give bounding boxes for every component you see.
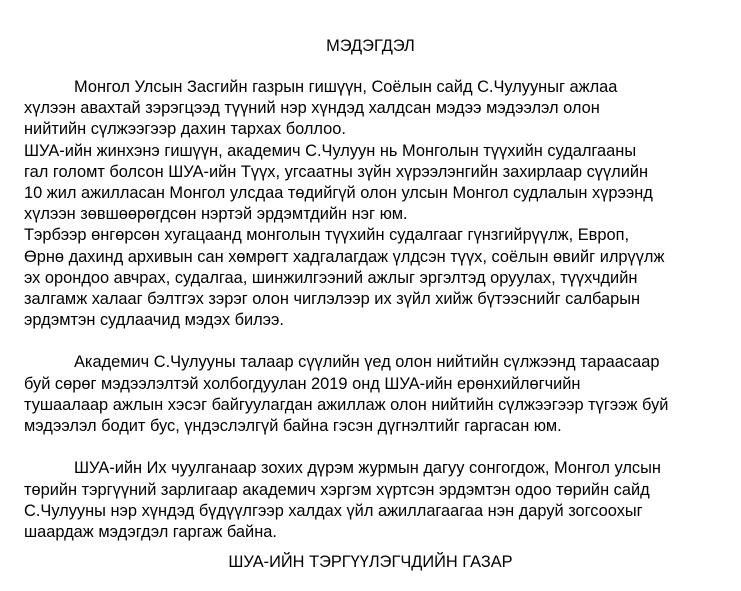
p1-line-9: Өрнө дахинд архивын сан хөмрөгт хадгалагдаж үлдсэн түүх, соёлын өвийг илрүүлж [24,247,665,266]
p1-line-4: ШУА-ийн жинхэнэ гишүүн, академич С.Чулуун нь Монголын түүхийн судалгааны [24,141,637,160]
document-title: МЭДЭГДЭЛ [326,37,415,55]
p3-line-4: шаардаж мэдэгдэл гаргаж байна. [24,522,277,541]
p3-line-2: төрийн тэргүүний зарлигаар академич хэргэм хүртсэн эрдэмтэн одоо төрийн сайд [24,480,650,499]
p3-line-1: ШУА-ийн Их чуулганаар зохих дүрэм журмын дагуу сонгогдож, Монгол улсын [74,459,661,478]
paragraph-gap [74,437,734,458]
p1-line-6: 10 жил ажилласан Монгол улсдаа төдийгүй олон улсын Монгол судлалын хүрээнд [24,183,653,202]
p2-line-3: тушаалаар ажлын хэсэг байгуулагдан ажиллаж олон нийтийн сүлжээгээр түгээж буй [24,395,669,414]
p3-line-3: С.Чулууны нэр хүндэд бүдүүлгээр халдах үйл ажиллагаагаа нэн даруй зогсоохыг [24,501,643,520]
document-body [24,77,734,543]
p1-line-12: эрдэмтэн судлаачид мэдэх билээ. [24,311,284,330]
document-signature: ШУА-ИЙН ТЭРГҮҮЛЭГЧДИЙН ГАЗАР [228,553,513,571]
p1-line-11: залгамж халааг бэлтгэх зэрэг олон чиглэлээр их зүйл хийж бүтээснийг салбарын [24,289,641,308]
p2-line-1: Академич С.Чулууны талаар сүүлийн үед олон нийтийн сүлжээнд тараасаар [74,353,660,372]
p1-line-7: хүлээн зөвшөөрөгдсөн нэртэй эрдэмтдийн нэг юм. [24,205,408,224]
p1-line-5: гал голомт болсон ШУА-ийн Түүх, угсаатны зүйн хүрээлэнгийн захирлаар сүүлийн [24,162,649,181]
paragraph-gap [74,331,734,352]
p2-line-4: мэдээлэл бодит бус, үндэслэлгүй байна гэсэн дүгнэлтийг гаргасан юм. [24,417,562,435]
p1-line-8: Тэрбээр өнгөрсөн хугацаанд монголын түүхийн судалгааг гүнзгийрүүлж, Европ, [24,226,630,245]
p1-line-2: хүлээн авахтай зэрэгцээд түүний нэр хүндэд халдсан мэдээ мэдээлэл олон [24,99,600,118]
p1-line-10: эх орондоо авчрах, судалгаа, шинжилгээний ажлыг эргэлтэд оруулах, түүхчдийн [24,268,638,287]
p1-line-1: Монгол Улсын Засгийн газрын гишүүн, Соёлын сайд С.Чулууныг ажлаа [74,78,618,96]
p1-line-3: нийтийн сүлжээгээр дахин тархах боллоо. [24,120,346,139]
p2-line-2: буй сөрөг мэдээлэлтэй холбогдуулан 2019 онд ШУА-ийн ерөнхийлөгчийн [24,374,581,393]
